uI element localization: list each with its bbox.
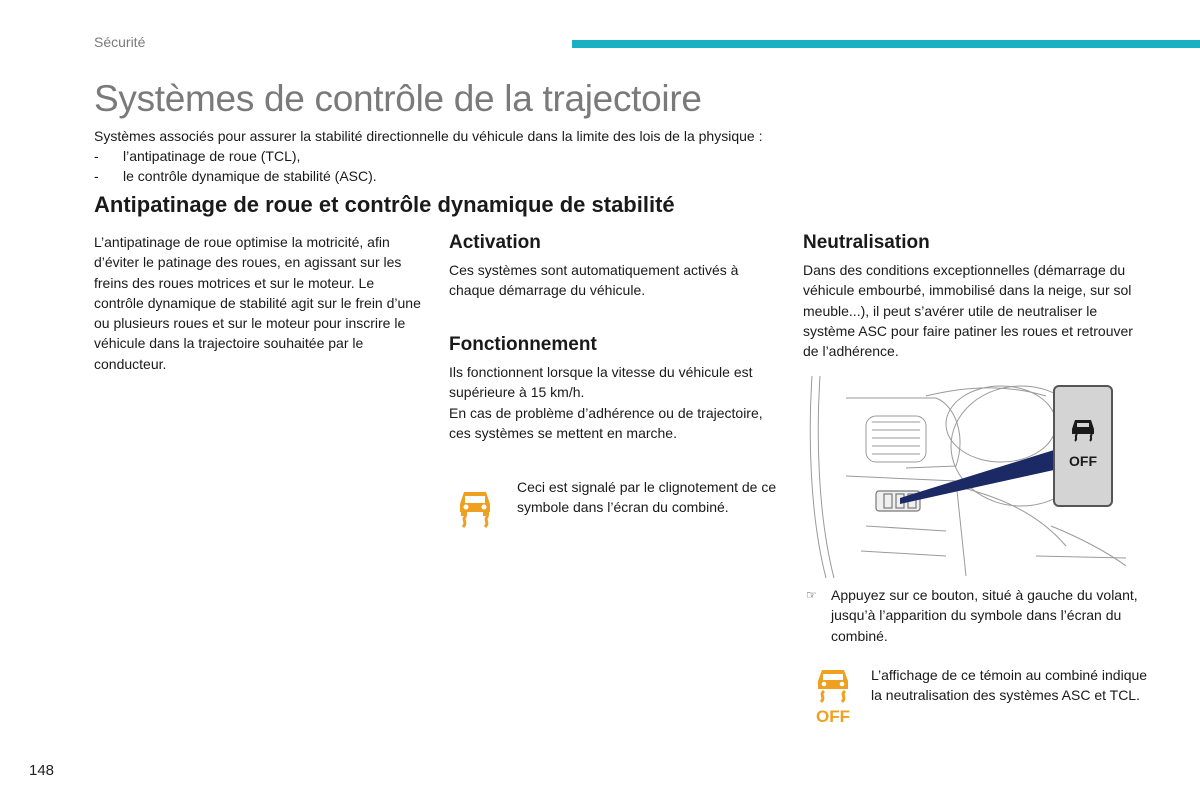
list-item-label: le contrôle dynamique de stabilité (ASC). — [123, 168, 377, 184]
button-off-label: OFF — [1069, 453, 1097, 469]
intro-text: Systèmes associés pour assurer la stabilité directionnelle du véhicule dans la limite des lois de la physique : — [94, 128, 763, 144]
list-item — [94, 166, 762, 186]
fonctionnement-heading: Fonctionnement — [449, 334, 597, 355]
col1-paragraph: L’antipatinage de roue optimise la motricité, afin d’éviter le patinage des roues, en agissant sur les freins des roues motrices et sur le moteur. Le contrôle dynamique de stabilité agit sur le frein d’une ou plusieurs roues et sur le moteur pour inscrire le véhicule dans la trajectoire souhaitée par le conducteur. — [94, 234, 421, 372]
press-paragraph: Appuyez sur ce bouton, situé à gauche du volant, jusqu’à l’apparition du symbole dans l’écran du combiné. — [831, 587, 1138, 644]
fonctionnement-line-2: En cas de problème d’adhérence ou de trajectoire, ces systèmes se mettent en marche. — [449, 404, 763, 441]
list-dash: - — [94, 168, 99, 184]
list-item-label: l’antipatinage de roue (TCL), — [123, 148, 301, 164]
skid-off-indicator-icon — [812, 666, 854, 724]
list-dash: - — [94, 148, 99, 164]
page-number: 148 — [29, 762, 55, 779]
signal-paragraph: Ceci est signalé par le clignotement de ce symbole dans l’écran du combiné. — [517, 479, 777, 516]
neutralisation-paragraph: Dans des conditions exceptionnelles (démarrage du véhicule embourbé, immobilisé dans la neige, sur sol meuble...), il peut s’avérer utile de neutraliser le système ASC pour faire patiner les roues et retrouver de l’adhérence. — [803, 262, 1133, 360]
page-title: Systèmes de contrôle de la trajectoire — [94, 78, 702, 119]
dashboard-illustration — [806, 376, 1140, 578]
section-label: Sécurité — [94, 34, 146, 50]
intro — [94, 126, 762, 186]
intro-list — [94, 146, 762, 186]
off-indicator-label: OFF — [816, 707, 850, 724]
fonctionnement-line-1: Ils fonctionnent lorsque la vitesse du véhicule est supérieure à 15 km/h. — [449, 364, 753, 401]
off-paragraph: L’affichage de ce témoin au combiné indique la neutralisation des systèmes ASC et TCL. — [871, 667, 1148, 704]
accent-bar — [572, 40, 1200, 48]
activation-heading: Activation — [449, 232, 541, 253]
list-item — [94, 146, 762, 166]
skid-warning-icon — [455, 488, 495, 528]
neutralisation-heading: Neutralisation — [803, 232, 930, 253]
pointing-hand-icon: ☞ — [806, 588, 817, 602]
fonctionnement-paragraph — [449, 362, 769, 443]
section-heading: Antipatinage de roue et contrôle dynamique de stabilité — [94, 192, 675, 217]
activation-paragraph: Ces systèmes sont automatiquement activés à chaque démarrage du véhicule. — [449, 262, 739, 299]
